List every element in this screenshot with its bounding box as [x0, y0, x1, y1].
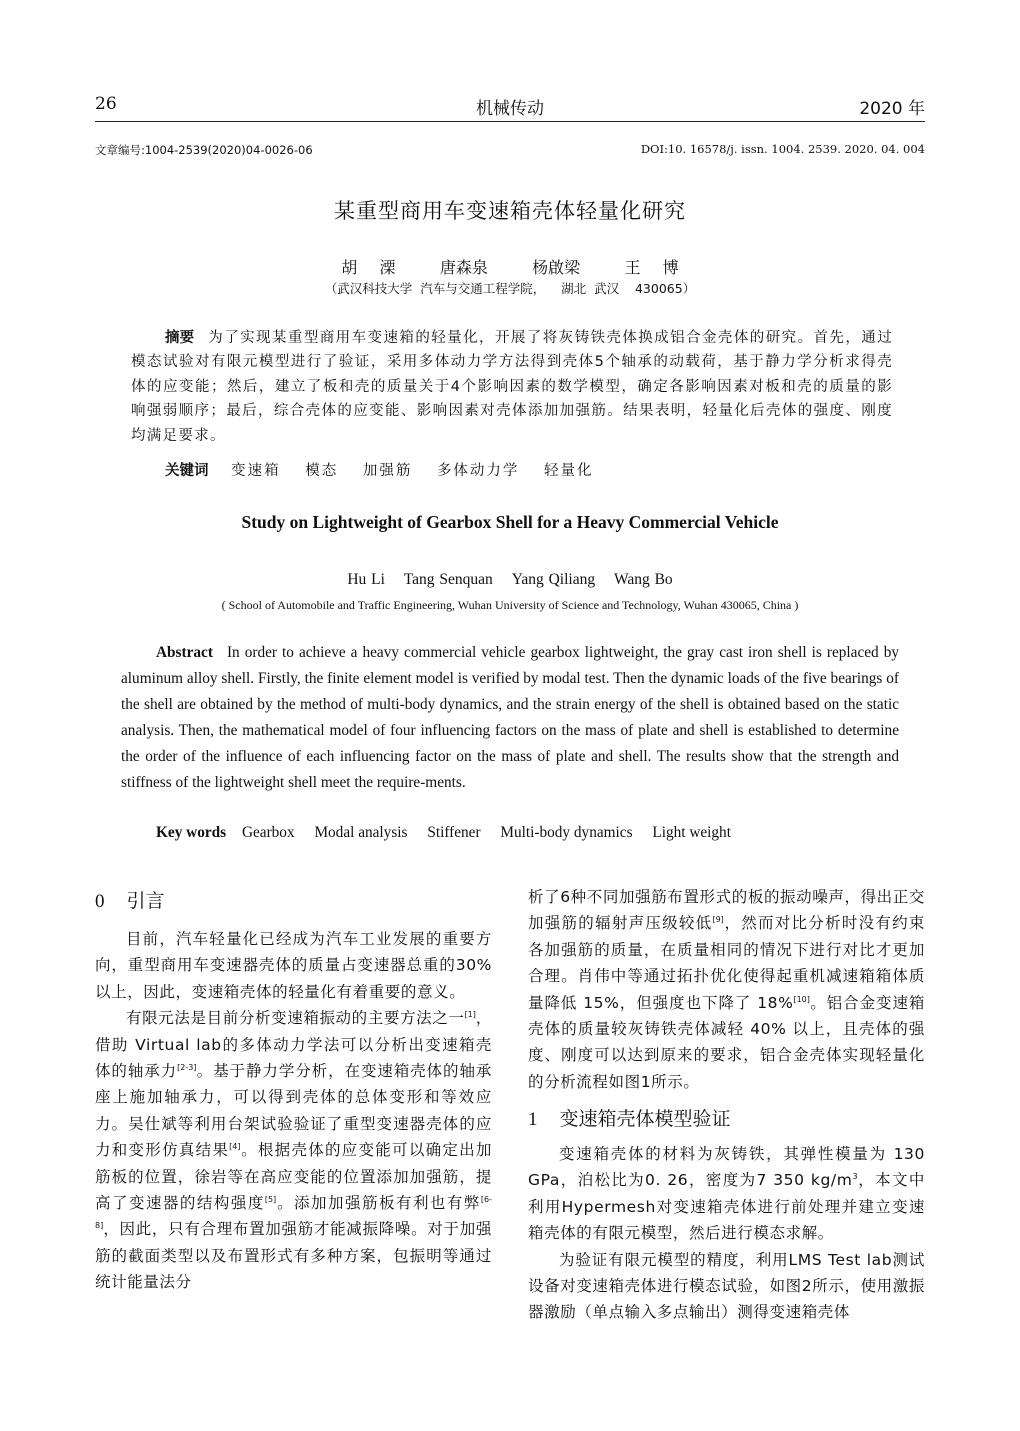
affiliation-cn: （武汉科技大学 汽车与交通工程学院， 湖北 武汉 430065）: [324, 281, 696, 296]
paragraph: [528, 884, 925, 1095]
author-en: Yang Qiliang: [511, 571, 596, 588]
section-number: 1: [528, 1109, 538, 1130]
paragraph-text: 。添加加强筋板有利也有弊: [276, 1194, 481, 1213]
superscript: 3: [852, 1172, 858, 1182]
keyword-cn: 多体动力学: [436, 463, 520, 479]
paragraph-text: ，然而对比分析时没有约束各加强筋的质量，在质量相同的情况下进行对比才更加合理。肖伟中等通过拓扑优化使得起重机减速箱箱体质量降低 15%，但强度也下降了 18%: [528, 914, 926, 1012]
keywords-en-label: Key words: [156, 824, 227, 841]
keyword-cn: 模态: [305, 463, 339, 479]
keyword-en: Gearbox: [241, 824, 295, 841]
citation: [2-3]: [177, 1063, 197, 1073]
paper-title-en: Study on Lightweight of Gearbox Shell for a Heavy Commercial Vehicle: [241, 512, 779, 532]
paragraph: [528, 1141, 925, 1247]
doi: DOI:10. 16578/j. issn. 1004. 2539. 2020. 04. 004: [640, 142, 925, 156]
citation: [10]: [793, 994, 810, 1004]
paragraph: [528, 1247, 925, 1326]
paragraph-text: ，借助 Virtual lab的多体动力学法可以分析出变速箱壳体的轴承力: [95, 1009, 492, 1081]
body-right-column: [528, 884, 925, 1095]
paragraph-text: 析了6种不同加强筋布置形式的板的振动噪声，得出正交加强筋的辐射声压级较低: [528, 888, 925, 933]
paragraph-text: 为验证有限元模型的精度，利用LMS Test lab测试设备对变速箱壳体进行模态试验，如图2所示，使用激振器激励（单点输入多点输出）测得变速箱壳体: [528, 1250, 925, 1322]
keywords-cn-label: 关键词: [165, 463, 209, 479]
abstract-cn-label: 摘要: [165, 330, 195, 346]
paragraph-text: ，本文中利用Hypermesh对变速箱壳体进行前处理并建立变速箱壳体的有限元模型，然后进行模态求解。: [528, 1171, 925, 1243]
author-en: Wang Bo: [613, 571, 673, 588]
section-heading-0: [95, 886, 165, 913]
section-number: 0: [95, 891, 105, 912]
paragraph-text: 有限元法是目前分析变速箱振动的主要方法之一: [126, 1009, 465, 1028]
paragraph-text: ，因此，只有合理布置加强筋才能减振降噪。对于加强筋的截面类型以及布置形式有多种方案，包振明等通过统计能量法分: [95, 1220, 492, 1292]
citation: [9]: [712, 915, 724, 925]
affiliation-en: ( School of Automobile and Traffic Engineering, Wuhan University of Science and Technology, Wuhan 430065, China ): [221, 598, 799, 612]
citation: [6-8]: [95, 1195, 492, 1231]
abstract-en-label: Abstract: [156, 644, 213, 661]
keyword-en: Stiffener: [427, 824, 481, 841]
paragraph-text: 。根据壳体的应变能可以确定出加筋板的位置，徐岩等在高应变能的位置添加加强筋，提高了变速器的结构强度: [95, 1141, 492, 1213]
author-en: Hu Li: [347, 571, 385, 588]
abstract-cn-text: 为了实现某重型商用车变速箱的轻量化，开展了将灰铸铁壳体换成铝合金壳体的研究。首先，通过模态试验对有限元模型进行了验证，采用多体动力学方法得到壳体5个轴承的动载荷，基于静力学分析求得壳体的应变能；然后，建立了板和壳的质量关于4个影响因素的数学模型，确定各影响因素对板和壳的质量的影响强弱顺序；最后，综合壳体的应变能、影响因素对壳体添加加强筋。结果表明，轻量化后壳体的强度、刚度均满足要求。: [131, 330, 894, 444]
abstract-en-text: In order to achieve a heavy commercial vehicle gearbox lightweight, the gray cast iron shell is replaced by aluminum alloy shell. Firstly, the finite element model is verified by modal test. Then the dynamic loads of the five bearings of the shell are obtained by the method of multi-body dynamics, and the strain energy of the shell is obtained based on the static analysis. Then, the mathematical model of four influencing factors on the mass of plate and shell is established to determine the order of the influence of each influencing factor on the mass of plate and shell. The results show that the strength and stiffness of the lightweight shell meet the require-ments.: [121, 644, 899, 791]
abstract-en: [121, 640, 899, 796]
paragraph-text: 。铝合金变速箱壳体的质量较灰铸铁壳体减轻 40% 以上，且壳体的强度、刚度可以达到原来的要求，铝合金壳体实现轻量化的分析流程如图1所示。: [528, 993, 925, 1091]
keyword-en: Light weight: [652, 824, 731, 841]
keyword-cn: 变速箱: [231, 463, 281, 479]
citation: [1]: [464, 1010, 476, 1020]
keywords-en: [156, 824, 747, 842]
author-en: Tang Senquan: [403, 571, 493, 588]
paragraph: [95, 1005, 492, 1295]
section-title: 引言: [126, 890, 165, 912]
body-left-column: [95, 926, 492, 1296]
keyword-cn: 轻量化: [544, 463, 594, 479]
body-right-column-section-1: [528, 1141, 925, 1326]
paragraph-text: 。基于静力学分析，在变速箱壳体的轴承座上施加轴承力，可以得到壳体的总体变形和等效应力。吴仕斌等利用台架试验验证了重型变速器壳体的应力和变形仿真结果: [95, 1062, 492, 1160]
keyword-en: Modal analysis: [314, 824, 408, 841]
keyword-cn: 加强筋: [362, 463, 413, 479]
authors-cn: 胡 溧 唐森泉 杨啟梁 王 博: [341, 258, 679, 277]
paragraph-text: 目前，汽车轻量化已经成为汽车工业发展的重要方向，重型商用车变速器壳体的质量占变速器总重的30%以上，因此，变速箱壳体的轻量化有着重要的意义。: [95, 930, 492, 1001]
keyword-en: Multi-body dynamics: [500, 824, 633, 841]
citation: [5]: [264, 1195, 277, 1205]
journal-year: 2020 年: [859, 99, 925, 119]
paper-title-cn: 某重型商用车变速箱壳体轻量化研究: [334, 199, 686, 223]
page-number: 26: [95, 94, 117, 114]
paragraph-text: 变速箱壳体的材料为灰铸铁，其弹性模量为 130 GPa，泊松比为0. 26，密度为7 350 kg/m: [528, 1145, 925, 1190]
paragraph: [95, 926, 492, 1005]
keywords-cn: [165, 459, 614, 480]
article-number: 文章编号:1004-2539(2020)04-0026-06: [95, 143, 313, 157]
abstract-cn: [131, 326, 893, 448]
header-rule: [95, 121, 925, 122]
section-title: 变速箱壳体模型验证: [559, 1108, 731, 1130]
authors-en: [0, 571, 1020, 589]
section-heading-1: [528, 1104, 731, 1131]
citation: [4]: [229, 1142, 241, 1152]
journal-name: 机械传动: [476, 99, 544, 119]
